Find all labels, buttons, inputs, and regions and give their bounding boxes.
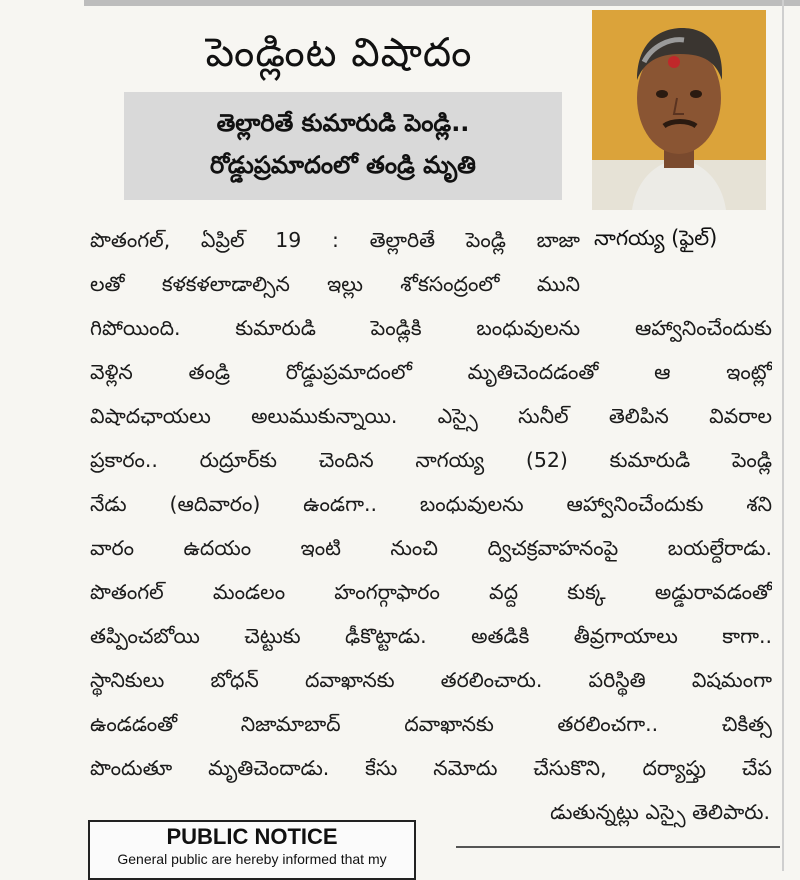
public-notice-box [88,820,416,880]
article-line: విషాదఛాయలు అలుముకున్నాయి. ఎస్సై సునీల్ తెలిపిన వివరాల [90,404,772,428]
column-divider [782,0,784,871]
article-line: పొతంగల్ మండలం హంగర్గాఫారం వద్ద కుక్క అడ్డురావడంతో [90,580,772,604]
man-portrait-icon [592,10,766,210]
photo-caption: నాగయ్య (ఫైల్) [594,226,718,250]
subheadline-line-1: తెల్లారితే కుమారుడి పెండ్లి.. [216,109,470,137]
article-line: వెళ్లిన తండ్రి రోడ్డుప్రమాదంలో మృతిచెందడంతో ఆ ఇంట్లో [90,360,772,384]
article-line: నేడు (ఆదివారం) ఉండగా.. బంధువులను ఆహ్వానించేందుకు శని [90,492,772,516]
subheadline-box [124,92,562,200]
article-line: వారం ఉదయం ఇంటి నుంచి ద్విచక్రవాహనంపై బయల్దేరాడు. [90,536,772,560]
notice-text: General public are hereby informed that my [117,851,387,867]
article-line: డుతున్నట్లు ఎస్సై తెలిపారు. [550,800,770,824]
bottom-rule [456,846,780,848]
subheadline-line-2: రోడ్డుప్రమాదంలో తండ్రి మృతి [210,151,476,179]
article-line: లతో కళకళలాడాల్సిన ఇల్లు శోకసంద్రంలో ముని [90,272,580,296]
article-line: పొందుతూ మృతిచెందాడు. కేసు నమోదు చేసుకొని, దర్యాప్తు చేప [90,756,772,780]
article-line: గిపోయింది. కుమారుడి పెండ్లికి బంధువులను ఆహ్వానించేందుకు [90,316,772,340]
article-line: పొతంగల్, ఏప్రిల్ 19 : తెల్లారితే పెండ్లి బాజా [90,228,580,252]
article-line: తప్పించబోయి చెట్టుకు ఢీకొట్టాడు. అతడికి తీవ్రగాయాలు కాగా.. [90,624,772,648]
article-line: స్థానికులు బోధన్ దవాఖానకు తరలించారు. పరిస్థితి విషమంగా [90,668,772,692]
top-rule [84,0,800,6]
person-photo [592,10,766,210]
article-line: ఉండడంతో నిజామాబాద్ దవాఖానకు తరలించగా.. చికిత్స [90,712,772,736]
headline: పెండ్లింట విషాదం [205,30,473,76]
notice-title: PUBLIC NOTICE [166,824,338,849]
article-line: ప్రకారం.. రుద్రూర్‌కు చెందిన నాగయ్య (52) కుమారుడి పెండ్లి [90,448,772,472]
